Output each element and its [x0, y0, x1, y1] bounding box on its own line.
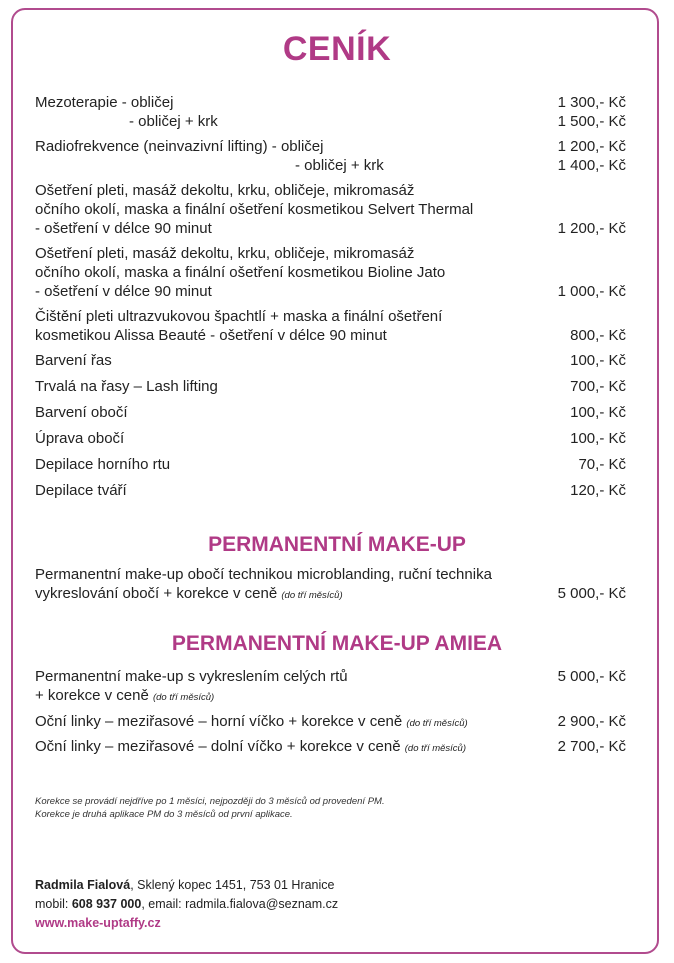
item-label: Depilace tváří: [35, 482, 127, 499]
section-heading-pmu: PERMANENTNÍ MAKE-UP: [208, 533, 466, 556]
contact-name: Radmila Fialová: [35, 878, 131, 892]
item-price: 800,- Kč: [570, 327, 626, 344]
item-label: Barvení obočí: [35, 404, 128, 421]
item-label: Ošetření pleti, masáž dekoltu, krku, obličeje, mikromasáž: [35, 182, 415, 199]
item-price: 1 400,- Kč: [557, 157, 626, 174]
item-price: 100,- Kč: [570, 404, 626, 421]
item-label: Čištění pleti ultrazvukovou špachtlí + maska a finální ošetření: [35, 308, 443, 325]
item-label: kosmetikou Alissa Beauté - ošetření v délce 90 minut: [35, 327, 387, 344]
item-label: - obličej + krk: [129, 113, 218, 130]
item-label: - obličej + krk: [295, 157, 384, 174]
item-label: Ošetření pleti, masáž dekoltu, krku, obličeje, mikromasáž: [35, 245, 415, 262]
item-label: Barvení řas: [35, 352, 112, 369]
footnote: Korekce je druhá aplikace PM do 3 měsíců od první aplikace.: [35, 809, 293, 820]
item-price: 1 200,- Kč: [557, 138, 626, 155]
item-price: 1 500,- Kč: [557, 113, 626, 130]
pmu-line: Permanentní make-up obočí technikou microblanding, ruční technika: [35, 566, 492, 583]
item-price: 1 000,- Kč: [557, 283, 626, 300]
pmu-price: 5 000,- Kč: [557, 585, 626, 602]
contact-phone-email: mobil: 608 937 000, email: radmila.fialova@seznam.cz: [35, 897, 339, 911]
pmu-note: (do tří měsíců): [281, 590, 343, 601]
item-price: 700,- Kč: [570, 378, 626, 395]
item-label: - ošetření v délce 90 minut: [35, 283, 212, 300]
amiea-line: Permanentní make-up s vykreslením celých rtů: [35, 668, 348, 685]
footnote: Korekce se provádí nejdříve po 1 měsíci, nejpozději do 3 měsíců od provedení PM.: [35, 796, 385, 807]
item-price: 1 300,- Kč: [557, 94, 626, 111]
item-price: 1 200,- Kč: [557, 220, 626, 237]
amiea-price: 2 700,- Kč: [557, 738, 626, 755]
amiea-price: 2 900,- Kč: [557, 713, 626, 730]
item-label: Radiofrekvence (neinvazivní lifting) - obličej: [35, 138, 324, 155]
item-label: očního okolí, maska a finální ošetření kosmetikou Selvert Thermal: [35, 201, 474, 218]
page-title: CENÍK: [282, 30, 392, 68]
item-label: - ošetření v délce 90 minut: [35, 220, 212, 237]
item-label: očního okolí, maska a finální ošetření kosmetikou Bioline Jato: [35, 264, 446, 281]
item-price: 70,- Kč: [578, 456, 626, 473]
item-label: Mezoterapie - obličej: [35, 94, 174, 111]
contact-mobile: 608 937 000: [71, 897, 142, 911]
pmu-line: vykreslování obočí + korekce v ceně (do tří měsíců): [35, 585, 343, 602]
website-link[interactable]: www.make-uptaffy.cz: [35, 916, 161, 930]
section-heading-amiea: PERMANENTNÍ MAKE-UP AMIEA: [171, 632, 503, 655]
amiea-price: 5 000,- Kč: [557, 668, 626, 685]
contact-address: Radmila Fialová, Sklený kopec 1451, 753 01 Hranice: [35, 878, 335, 892]
amiea-line: Oční linky – meziřasové – dolní víčko + korekce v ceně (do tří měsíců): [35, 738, 467, 755]
item-label: Trvalá na řasy – Lash lifting: [35, 378, 218, 395]
item-label: Úprava obočí: [35, 430, 125, 447]
amiea-line: Oční linky – meziřasové – horní víčko + korekce v ceně (do tří měsíců): [35, 713, 468, 730]
item-price: 120,- Kč: [570, 482, 626, 499]
item-label: Depilace horního rtu: [35, 456, 171, 473]
amiea-line: + korekce v ceně (do tří měsíců): [35, 687, 215, 704]
item-price: 100,- Kč: [570, 352, 626, 369]
item-price: 100,- Kč: [570, 430, 626, 447]
